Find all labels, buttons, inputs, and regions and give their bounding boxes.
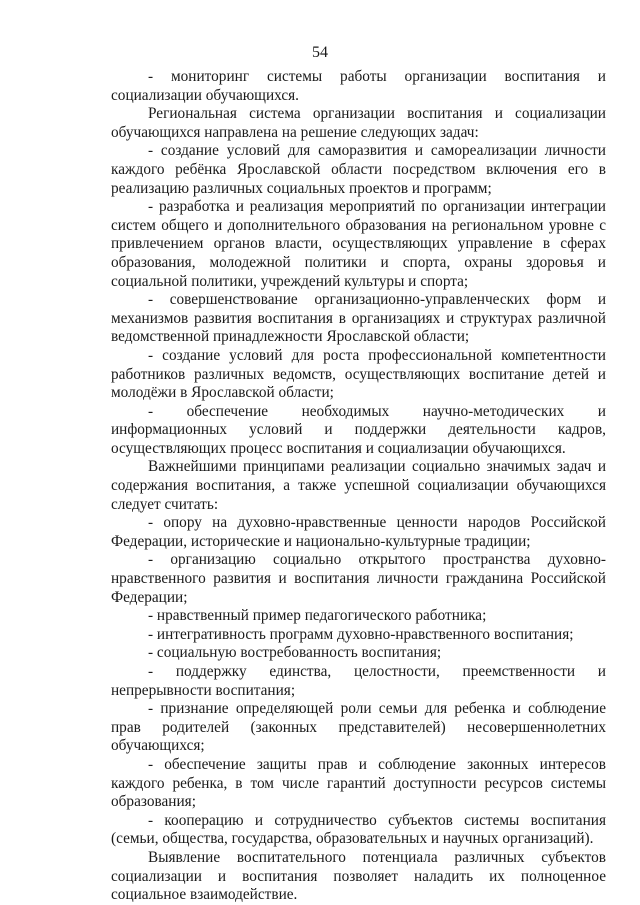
paragraph: - создание условий для саморазвития и самореализации личности каждого ребёнка Ярославской области посредством включения его в реализацию различных социальных проектов и программ; <box>111 142 606 197</box>
paragraph: - кооперацию и сотрудничество субъектов системы воспитания (семьи, общества, государства, образовательных и научных организаций). <box>111 811 606 848</box>
paragraph: - нравственный пример педагогического работника; <box>148 607 487 625</box>
paragraph: - совершенствование организационно-управленческих форм и механизмов развития воспитания в организациях и структурах различной ведомственной принадлежности Ярославской области; <box>111 291 606 346</box>
paragraph: - опору на духовно-нравственные ценности народов Российской Федерации, исторические и национально-культурные традиции; <box>111 514 606 550</box>
paragraph: - разработка и реализация мероприятий по организации интеграции систем общего и дополнительного образования на региональном уровне с привлечением органов власти, осуществляющих управление в сферах образования, молодежной политики и спорта, охраны здоровья и социальной политики, учреждений культуры и спорта; <box>111 198 606 290</box>
document-body <box>111 68 606 905</box>
paragraph: - мониторинг системы работы организации воспитания и социализации обучающихся. <box>111 68 606 104</box>
paragraph: Выявление воспитательного потенциала различных субъектов социализации и воспитания позволяет наладить их полноценное социальное взаимодействие. <box>111 848 606 904</box>
paragraph: - создание условий для роста профессиональной компетентности работников различных ведомств, осуществляющих воспитание детей и молодёжи в Ярославской области; <box>111 346 606 402</box>
paragraph: - интегративность программ духовно-нравственного воспитания; <box>148 625 574 643</box>
page-number: 54 <box>312 44 328 61</box>
paragraph: - социальную востребованность воспитания; <box>148 644 442 662</box>
paragraph: - признание определяющей роли семьи для ребенка и соблюдение прав родителей (законных представителей) несовершеннолетних обучающихся; <box>111 700 606 755</box>
paragraph: - обеспечение защиты прав и соблюдение законных интересов каждого ребенка, в том числе гарантий доступности ресурсов системы образования; <box>111 755 606 811</box>
paragraph: Региональная система организации воспитания и социализации обучающихся направлена на решение следующих задач: <box>111 105 606 141</box>
paragraph: - организацию социально открытого пространства духовно-нравственного развития и воспитания личности гражданина Российской Федерации; <box>111 551 606 606</box>
paragraph: Важнейшими принципами реализации социально значимых задач и содержания воспитания, а также успешной социализации обучающихся следует считать: <box>111 458 606 513</box>
paragraph: - поддержку единства, целостности, преемственности и непрерывности воспитания; <box>111 663 606 699</box>
paragraph: - обеспечение необходимых научно-методических и информационных условий и поддержки деятельности кадров, осуществляющих процесс воспитания и социализации обучающихся. <box>111 402 606 457</box>
